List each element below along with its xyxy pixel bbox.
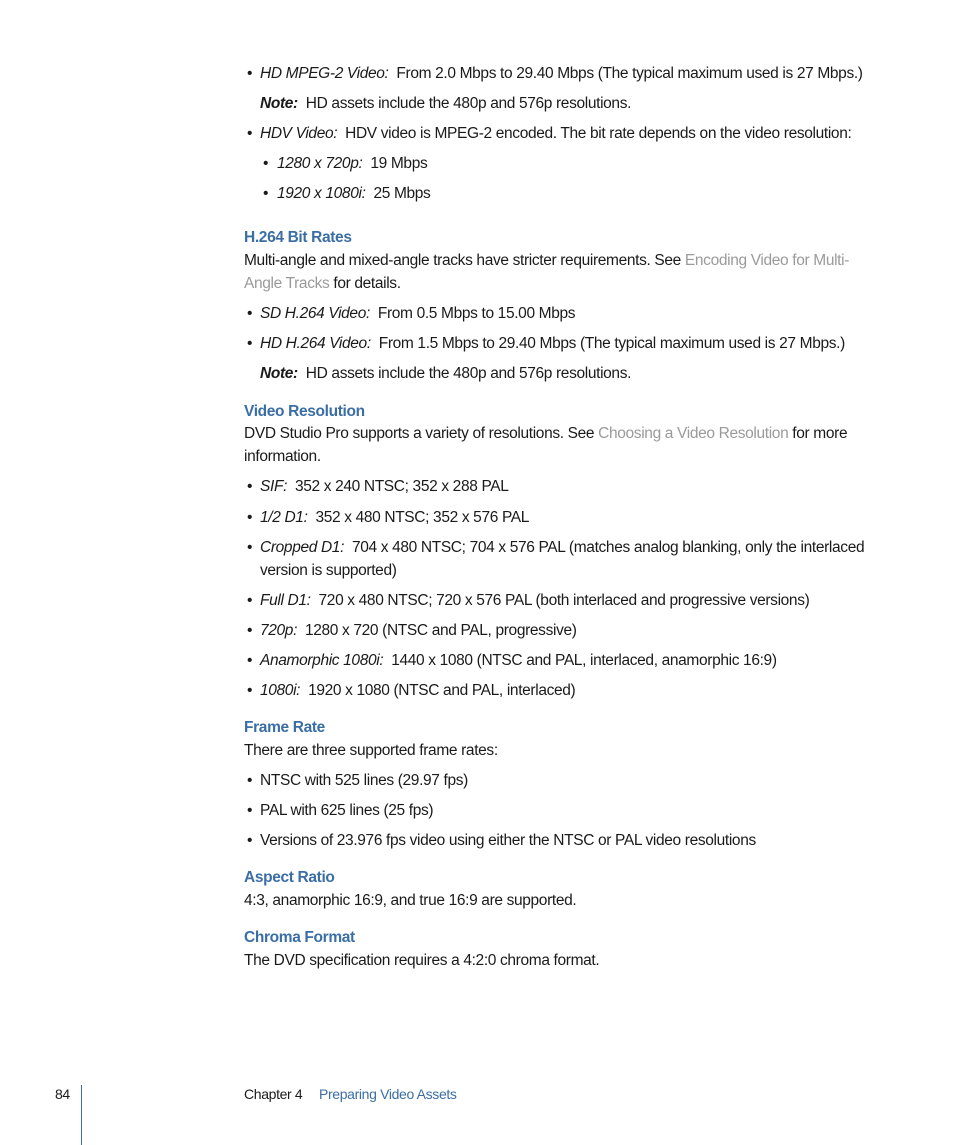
item-label: 720p: [260, 622, 298, 639]
note-label: Note: [260, 95, 298, 112]
item-label: SD H.264 Video: [260, 305, 370, 322]
item-text: 704 x 480 NTSC; 704 x 576 PAL (matches analog blanking, only the interlaced version is supported) [260, 539, 865, 579]
footer-chapter-title[interactable]: Preparing Video Assets [319, 1086, 457, 1102]
item-text: 352 x 480 NTSC; 352 x 576 PAL [315, 509, 530, 526]
list-item: Versions of 23.976 fps video using either the NTSC or PAL video resolutions [260, 832, 756, 849]
bullet: • [247, 832, 253, 849]
note [260, 92, 631, 115]
section-heading: Video Resolution [244, 403, 365, 420]
list-item: NTSC with 525 lines (29.97 fps) [260, 772, 468, 789]
text: Multi-angle and mixed-angle tracks have stricter requirements. See [244, 252, 685, 269]
bullet: • [247, 125, 253, 142]
item-label: 1920 x 1080i: [277, 185, 366, 202]
item-label: 1280 x 720p: [277, 155, 363, 172]
bullet: • [247, 509, 253, 526]
bullet: • [247, 305, 253, 322]
list-item: PAL with 625 lines (25 fps) [260, 802, 434, 819]
bullet: • [247, 335, 253, 352]
item-label: SIF: [260, 478, 288, 495]
item-label: Cropped D1: [260, 539, 345, 556]
list-item [260, 506, 529, 529]
bullet: • [247, 772, 253, 789]
cross-reference-link[interactable]: Encoding Video for Multi-Angle Tracks [244, 252, 850, 292]
item-label: Anamorphic 1080i: [260, 652, 384, 669]
section-heading: H.264 Bit Rates [244, 229, 352, 246]
item-text: From 0.5 Mbps to 15.00 Mbps [377, 305, 576, 322]
item-text: 720 x 480 NTSC; 720 x 576 PAL (both interlaced and progressive versions) [318, 592, 810, 609]
paragraph [244, 422, 876, 468]
bullet: • [247, 682, 253, 699]
cross-reference-link[interactable]: Choosing a Video Resolution [598, 425, 789, 442]
note [260, 362, 631, 385]
bullet: • [247, 622, 253, 639]
list-item [260, 679, 575, 702]
item-text: HDV video is MPEG-2 encoded. The bit rate depends on the video resolution: [345, 125, 852, 142]
item-text: 19 Mbps [370, 155, 428, 172]
list-item [260, 332, 845, 355]
list-item [260, 302, 575, 325]
list-item [260, 122, 851, 145]
section-heading: Chroma Format [244, 929, 355, 946]
text: for more information. [244, 425, 848, 465]
item-label: Full D1: [260, 592, 311, 609]
note-text: HD assets include the 480p and 576p resolutions. [305, 95, 632, 112]
sub-list-item [277, 182, 430, 205]
bullet: • [247, 478, 253, 495]
item-label: HD H.264 Video: [260, 335, 371, 352]
list-item [260, 475, 509, 498]
item-text: From 1.5 Mbps to 29.40 Mbps (The typical maximum used is 27 Mbps.) [378, 335, 845, 352]
bullet: • [263, 185, 269, 202]
item-label: 1/2 D1: [260, 509, 308, 526]
page-number: 84 [55, 1086, 70, 1102]
footer-chapter: Chapter 4 [244, 1086, 303, 1102]
bullet: • [247, 592, 253, 609]
sub-list-item [277, 152, 427, 175]
item-label: 1080i: [260, 682, 301, 699]
item-text: 352 x 240 NTSC; 352 x 288 PAL [294, 478, 509, 495]
note-text: HD assets include the 480p and 576p resolutions. [305, 365, 632, 382]
bullet: • [247, 539, 253, 556]
list-item [260, 649, 777, 672]
item-label: HDV Video: [260, 125, 338, 142]
item-label: HD MPEG-2 Video: [260, 65, 389, 82]
item-text: 25 Mbps [373, 185, 431, 202]
list-item [260, 536, 876, 582]
list-item [260, 619, 577, 642]
bullet: • [247, 652, 253, 669]
paragraph: There are three supported frame rates: [244, 742, 498, 759]
footer-divider [81, 1085, 82, 1145]
section-heading: Frame Rate [244, 719, 325, 736]
item-text: 1280 x 720 (NTSC and PAL, progressive) [304, 622, 577, 639]
item-text: 1440 x 1080 (NTSC and PAL, interlaced, anamorphic 16:9) [391, 652, 777, 669]
paragraph: The DVD specification requires a 4:2:0 chroma format. [244, 952, 600, 969]
item-text: 1920 x 1080 (NTSC and PAL, interlaced) [308, 682, 576, 699]
bullet: • [247, 65, 253, 82]
section-heading: Aspect Ratio [244, 869, 335, 886]
list-item [260, 62, 863, 85]
bullet: • [263, 155, 269, 172]
list-item [260, 589, 809, 612]
item-text: From 2.0 Mbps to 29.40 Mbps (The typical maximum used is 27 Mbps.) [396, 65, 863, 82]
paragraph [244, 249, 876, 295]
text: DVD Studio Pro supports a variety of resolutions. See [244, 425, 599, 442]
note-label: Note: [260, 365, 298, 382]
text: for details. [329, 275, 401, 292]
bullet: • [247, 802, 253, 819]
paragraph: 4:3, anamorphic 16:9, and true 16:9 are supported. [244, 892, 577, 909]
